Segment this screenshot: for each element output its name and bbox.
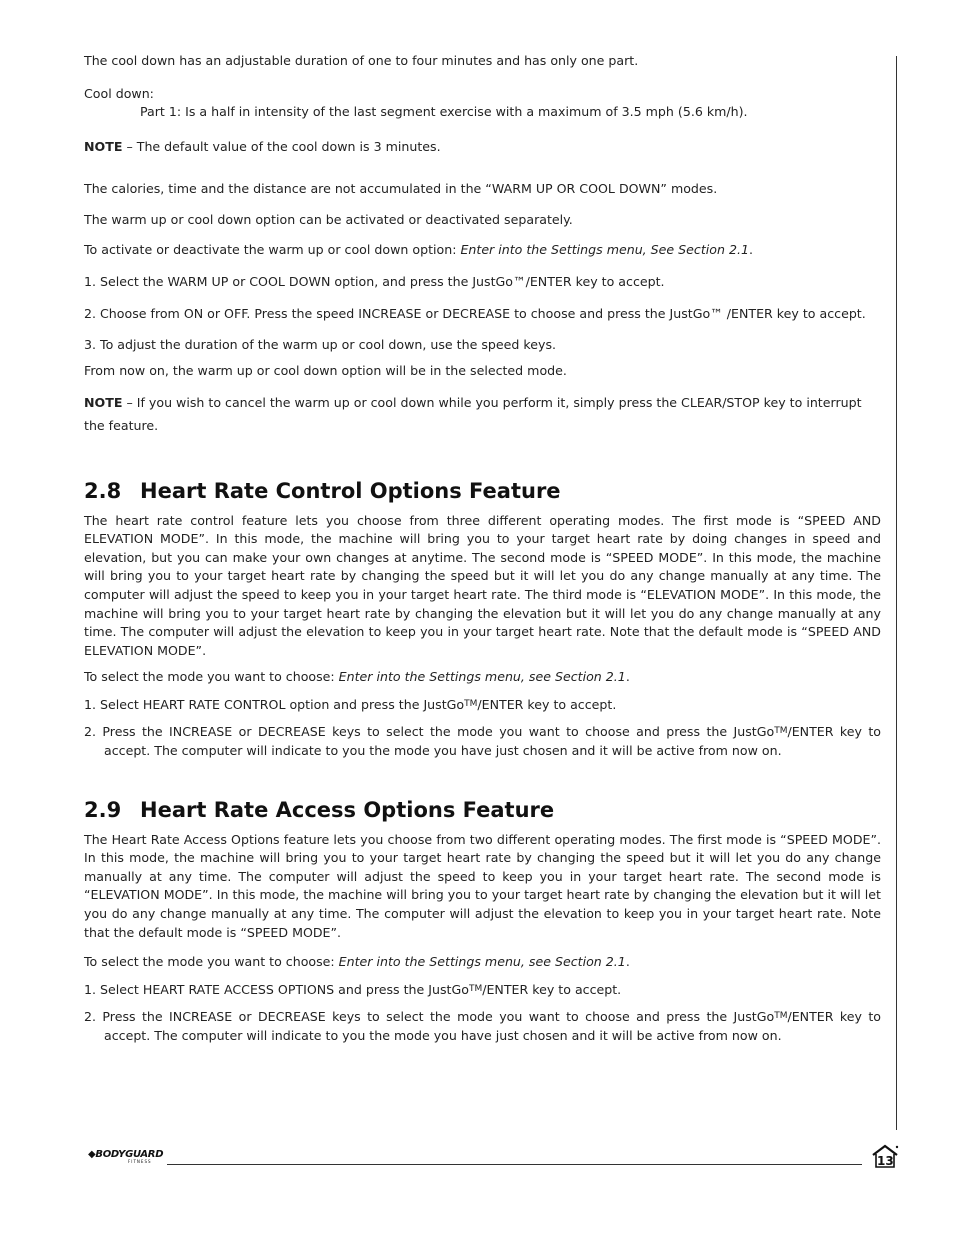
warmup-step-2: 2. Choose from ON or OFF. Press the speed INCREASE or DECREASE to choose and press the JustGo™ /ENTER key to accept. [84, 305, 866, 321]
note-cancel [84, 391, 881, 437]
section-2-9-step-2 [84, 1007, 881, 1045]
activation-instructions [84, 241, 881, 260]
activation-note: The warm up or cool down option can be activated or deactivated separately. [84, 211, 573, 227]
activation-instructions-end: . [749, 241, 754, 257]
trademark: TM [774, 726, 788, 737]
section-title: Heart Rate Access Options Feature [140, 797, 555, 822]
select-end: . [625, 954, 630, 970]
bodyguard-logo [88, 1149, 163, 1164]
warmup-step-1: 1. Select the WARM UP or COOL DOWN option, and press the JustGo™/ENTER key to accept. [84, 274, 665, 290]
note-text: – The default value of the cool down is 3 minutes. [122, 138, 441, 154]
cool-down-label: Cool down: [84, 85, 154, 101]
logo-text: BODYGUARD [95, 1149, 164, 1160]
footer-rule [167, 1164, 862, 1165]
logo-shield-icon: ◆ [88, 1149, 96, 1160]
section-2-9-select [84, 953, 881, 972]
warmup-step-3: 3. To adjust the duration of the warm up or cool down, use the speed keys. [84, 337, 557, 353]
page-content [84, 52, 881, 1046]
page-right-rule [896, 56, 897, 1130]
section-title: Heart Rate Control Options Feature [140, 478, 561, 503]
section-2-9-body: The Heart Rate Access Options feature lets you choose from two different operating modes. The first mode is “SPEED MODE”. In this mode, the machine will bring you to your target heart rate by changing the speed but it will let you do any change manually at any time. The computer will adjust the speed to keep you in your target heart rate. The second mode is “ELEVATION MODE”. In this mode, the machine will bring you to your target heart rate by changing the elevation but it will let you do any change manually at any time. The computer will adjust the elevation to keep you in your target heart rate. Note that the default mode is “SPEED MODE”. [84, 831, 881, 940]
settings-reference: Enter into the Settings menu, see Section 2.1 [338, 954, 626, 970]
settings-reference: Enter into the Settings menu, See Section 2.1 [460, 241, 749, 257]
trademark: TM [774, 1011, 788, 1022]
page-number: 13 [877, 1154, 894, 1168]
settings-reference: Enter into the Settings menu, see Section 2.1 [338, 669, 626, 685]
section-2-8-heading [84, 478, 881, 504]
step-text: 2. Press the INCREASE or DECREASE keys to select the mode you want to choose and press the JustGo [84, 724, 775, 740]
section-number: 2.8 [84, 478, 122, 503]
section-2-8-body: The heart rate control feature lets you choose from three different operating modes. The first mode is “SPEED AND ELEVATION MODE”. In this mode, the machine will bring you to your target heart rate by doing changes in speed and elevation, but you can make your own changes at anytime. The second mode is “SPEED MODE”. In this mode, the machine will bring you to your target heart rate by changing the speed but it will let you do any change manually at any time. The computer will adjust the speed to keep you in your target heart rate. The third mode is “ELEVATION MODE”. In this mode, the machine will bring you to your target heart rate by changing the elevation but it will let you do any change manually at any time. The computer will adjust the elevation to keep you in your target heart rate. Note that the default mode is “SPEED AND ELEVATION MODE”. [84, 512, 881, 658]
select-end: . [625, 669, 630, 685]
note-label: NOTE [84, 138, 123, 154]
section-2-9-step-1 [84, 980, 881, 1000]
selected-mode-note: From now on, the warm up or cool down option will be in the selected mode. [84, 362, 567, 378]
note-default-cool-down [84, 138, 881, 157]
step-text-end: /ENTER key to accept. The computer will indicate to you the mode you have just chosen and it will be active from now on. [104, 1009, 881, 1043]
section-2-9-heading [84, 797, 881, 823]
cool-down-intro: The cool down has an adjustable duration of one to four minutes and has only one part. [84, 53, 639, 68]
step-text-end: /ENTER key to accept. The computer will indicate to you the mode you have just chosen and it will be active from now on. [104, 724, 881, 759]
note-text: – If you wish to cancel the warm up or cool down while you perform it, simply press the CLEAR/STOP key to interrupt the feature. [84, 394, 862, 433]
select-text: To select the mode you want to choose: [84, 669, 339, 685]
note-label: NOTE [84, 394, 123, 410]
step-text: 1. Select HEART RATE CONTROL option and press the JustGo [84, 696, 465, 712]
logo-subtext: FITNESS [128, 1159, 152, 1164]
activation-instructions-text: To activate or deactivate the warm up or cool down option: [84, 241, 461, 257]
step-text-end: /ENTER key to accept. [477, 696, 617, 712]
trademark: TM [468, 983, 483, 994]
logo-wordmark [88, 1149, 163, 1160]
section-2-8-step-1 [84, 695, 881, 715]
cool-down-part1: Part 1: Is a half in intensity of the last segment exercise with a maximum of 3.5 mph (5.6 km/h). [140, 104, 748, 120]
step-text-end: /ENTER key to accept. [482, 981, 622, 997]
section-number: 2.9 [84, 797, 122, 822]
trademark: TM [464, 698, 478, 709]
step-text: 2. Press the INCREASE or DECREASE keys to select the mode you want to choose and press the JustGo [84, 1009, 775, 1025]
select-text: To select the mode you want to choose: [84, 954, 339, 970]
section-2-8-select [84, 668, 881, 687]
section-2-8-step-2 [84, 722, 881, 760]
step-text: 1. Select HEART RATE ACCESS OPTIONS and press the JustGo [84, 981, 469, 997]
accumulation-note: The calories, time and the distance are not accumulated in the “WARM UP OR COOL DOWN” modes. [84, 181, 718, 197]
